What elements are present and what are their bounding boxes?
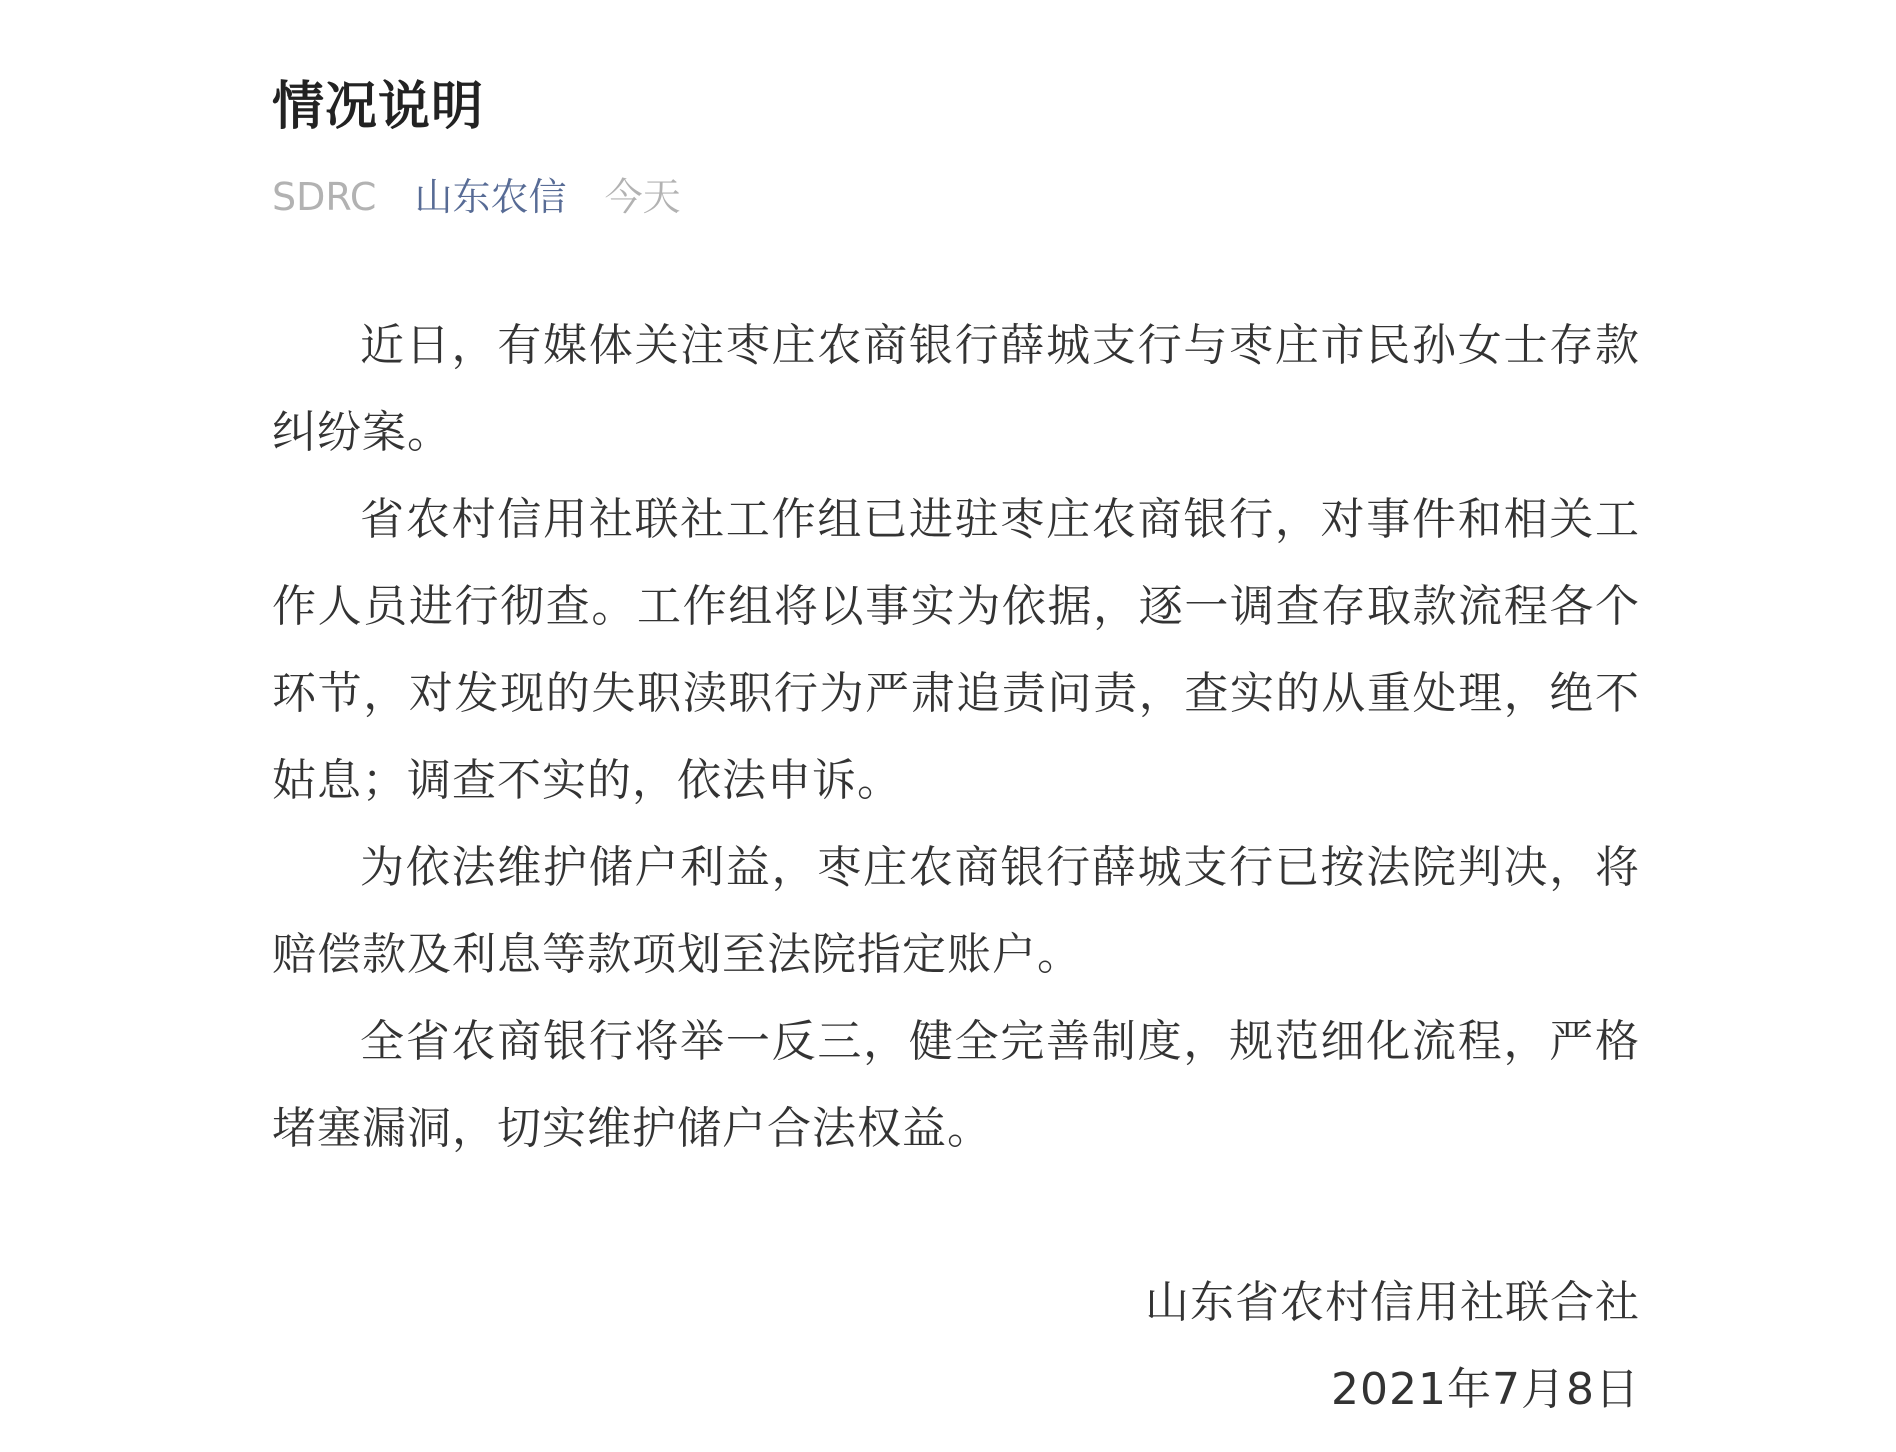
account-name-link[interactable]: 山东农信 [414,175,567,219]
signature-date: 2021年7月8日 [1331,1364,1640,1415]
publish-date: 今天 [604,175,681,219]
signature-organization: 山东省农村信用社联合社 [1145,1277,1640,1328]
article-title: 情况说明 [272,77,485,137]
article-body [272,302,1640,1172]
paragraph: 近日，有媒体关注枣庄农商银行薛城支行与枣庄市民孙女士存款纠纷案。 [272,320,1640,458]
paragraph: 为依法维护储户利益，枣庄农商银行薛城支行已按法院判决，将赔偿款及利息等款项划至法院指定账户。 [272,842,1640,980]
signature-block [272,1259,1640,1433]
paragraph: 省农村信用社联社工作组已进驻枣庄农商银行，对事件和相关工作人员进行彻查。工作组将以事实为依据，逐一调查存取款流程各个环节，对发现的失职渎职行为严肃追责问责，查实的从重处理，绝不姑息；调查不实的，依法申诉。 [272,494,1640,806]
author-name: SDRC [272,175,377,219]
article-meta [272,167,1640,227]
article [272,0,1640,1433]
paragraph: 全省农商银行将举一反三，健全完善制度，规范细化流程，严格堵塞漏洞，切实维护储户合法权益。 [272,1016,1640,1154]
